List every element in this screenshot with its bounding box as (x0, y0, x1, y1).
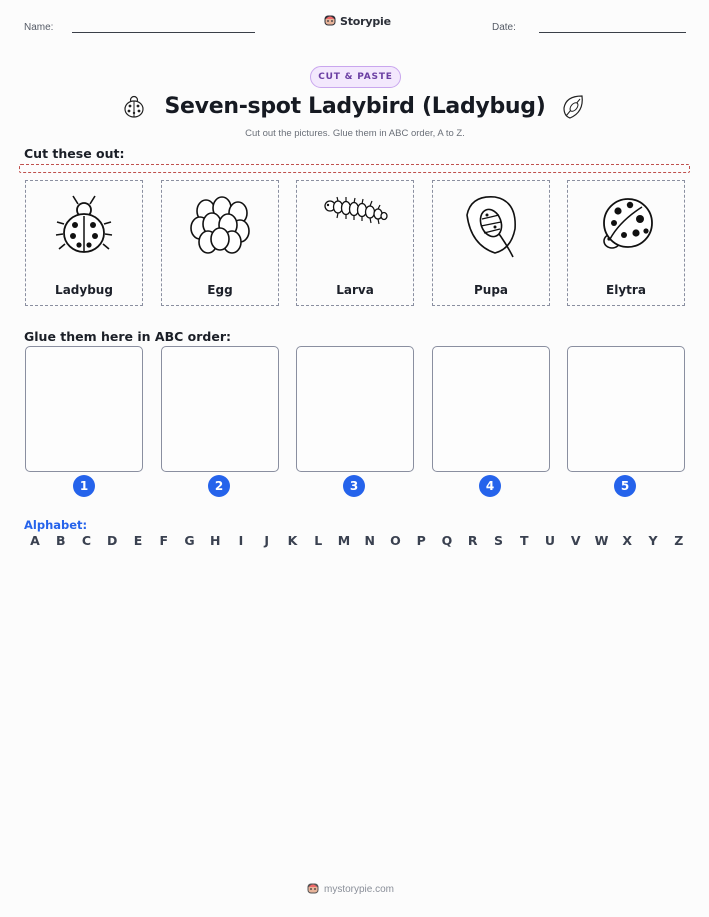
alphabet-letter: B (55, 533, 66, 548)
elytra-icon (596, 195, 656, 261)
ladybug-icon (120, 93, 148, 125)
pupa-on-leaf-icon (461, 193, 521, 263)
slot-number-5: 5 (614, 475, 636, 497)
alphabet-letter: Y (648, 533, 658, 548)
slot-number-2: 2 (208, 475, 230, 497)
storypie-mascot-icon (306, 880, 320, 899)
brand-name: Storypie (340, 15, 391, 28)
alphabet-letter: Z (674, 533, 684, 548)
brand-logo (323, 12, 391, 31)
card-label: Ladybug (55, 283, 113, 297)
storypie-mascot-icon (323, 12, 337, 31)
name-label: Name: (24, 22, 54, 33)
alphabet-letter: F (159, 533, 169, 548)
alphabet-letter: G (184, 533, 195, 548)
eggs-icon (188, 196, 252, 260)
card-label: Elytra (606, 283, 646, 297)
cut-card-egg[interactable] (161, 180, 279, 306)
alphabet-letter: U (544, 533, 556, 548)
glue-slot-1[interactable] (25, 346, 143, 472)
alphabet-letter: Q (441, 533, 453, 548)
cut-card-pupa[interactable] (432, 180, 550, 306)
card-label: Larva (336, 283, 374, 297)
alphabet-letter: V (570, 533, 581, 548)
glue-slot-4[interactable] (432, 346, 550, 472)
alphabet-letter: M (337, 533, 351, 548)
alphabet-letter: L (314, 533, 323, 548)
card-label: Pupa (473, 283, 509, 297)
page-title: Seven-spot Ladybird (Ladybug) (164, 94, 546, 119)
alphabet-letter: C (81, 533, 92, 548)
slot-number-3: 3 (343, 475, 365, 497)
ladybug-icon (54, 194, 114, 262)
alphabet-letter: W (594, 533, 609, 548)
alphabet-letter: D (107, 533, 118, 548)
alphabet-letter: P (416, 533, 426, 548)
alphabet-heading: Alphabet: (24, 518, 88, 532)
cut-card-larva[interactable] (296, 180, 414, 306)
alphabet-letter: H (210, 533, 221, 548)
footer-url[interactable]: mystorypie.com (324, 884, 395, 895)
larva-icon (322, 193, 388, 231)
alphabet-letter: T (519, 533, 529, 548)
alphabet-letter: X (622, 533, 633, 548)
alphabet-row (27, 533, 687, 548)
glue-slot-5[interactable] (567, 346, 685, 472)
alphabet-letter: N (364, 533, 375, 548)
slot-number-4: 4 (479, 475, 501, 497)
alphabet-letter: K (287, 533, 298, 548)
alphabet-letter: R (467, 533, 478, 548)
footer (306, 880, 394, 899)
alphabet-letter: S (493, 533, 503, 548)
card-label: Egg (207, 283, 233, 297)
slot-number-1: 1 (73, 475, 95, 497)
cut-paste-badge: CUT & PASTE (310, 66, 401, 88)
date-line[interactable] (539, 32, 686, 33)
alphabet-letter: A (30, 533, 40, 548)
glue-heading: Glue them here in ABC order: (24, 329, 231, 344)
alphabet-letter: O (390, 533, 401, 548)
cut-line (19, 164, 690, 173)
date-label: Date: (492, 22, 516, 33)
glue-slot-2[interactable] (161, 346, 279, 472)
name-line[interactable] (72, 32, 255, 33)
alphabet-letter: E (133, 533, 143, 548)
leaf-icon (560, 92, 588, 126)
glue-slot-3[interactable] (296, 346, 414, 472)
instructions: Cut out the pictures. Glue them in ABC order, A to Z. (245, 128, 465, 139)
cut-heading: Cut these out: (24, 146, 125, 161)
cut-card-elytra[interactable] (567, 180, 685, 306)
alphabet-letter: I (238, 533, 244, 548)
cut-card-ladybug[interactable] (25, 180, 143, 306)
alphabet-letter: J (264, 533, 270, 548)
